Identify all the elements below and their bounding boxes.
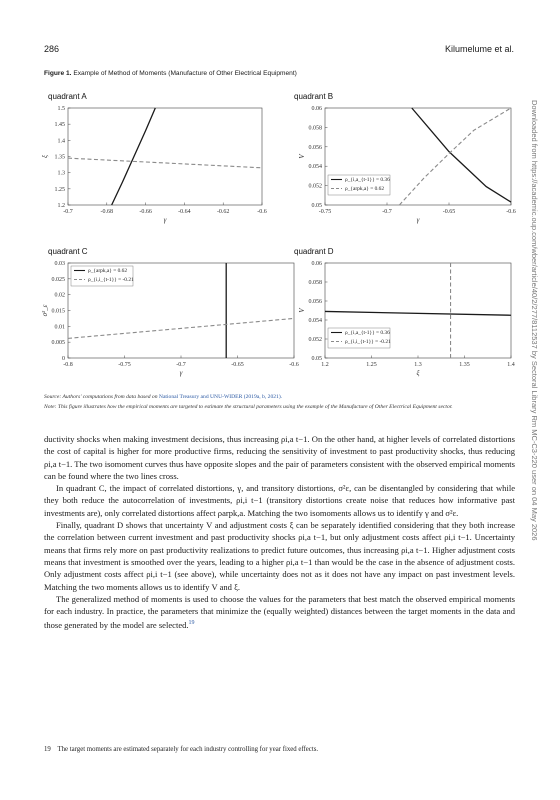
note-prefix: Note: bbox=[44, 404, 57, 410]
q3-y-tick-label: 0.025 bbox=[51, 276, 65, 283]
q2-legend-entry: ρ_{arpk,a} = 0.62 bbox=[345, 186, 385, 192]
paragraph-3: Finally, quadrant D shows that uncertainty V and adjustment costs ξ can be separately identified considering that they both increase the correlation between current investment and past productivity shocks ρi,a t−1, but only adjustment costs affect ρi,i t−1. Uncertainty means that firms rely more on past productivity realizations to predict future outcomes, thus increasing ρi,a t−1. Higher adjustment costs means that investment is smoothed over the years, leading to a higher ρi,a t−1 than would be the case in the absence of adjustment costs. Only adjustment costs affect ρi,i t−1 (see above), while uncertainty does not as it does not have any impact on past investment levels. Matching the two moments allows us to identify V and ξ. bbox=[44, 520, 515, 592]
q3-y-tick-label: 0 bbox=[62, 356, 65, 362]
q3-y-tick-label: 0.015 bbox=[51, 308, 65, 315]
q3-x-axis-label: γ bbox=[179, 369, 183, 377]
figure-caption-text: Example of Method of Moments (Manufacture of Other Electrical Equipment) bbox=[73, 70, 297, 77]
q4-y-tick-label: 0.058 bbox=[308, 280, 322, 286]
q1-y-tick-label: 1.4 bbox=[57, 138, 65, 145]
paragraph-2: In quadrant C, the impact of correlated distortions, γ, and transitory distortions, σ²ε, can be disentangled by considering that while they both reduce the autocorrelation of investments, ρi,i t−1 (transitory distortions create noise that reduces how informative past investments are), only correlated distortions affect ρarpk,a. Matching the two isomoments allows us to identify γ and σ²ε. bbox=[44, 483, 515, 518]
q1-y-axis-label: ξ bbox=[41, 155, 49, 158]
paragraph-1: ductivity shocks when making investment decisions, thus increasing ρi,a t−1. On the other hand, at higher levels of correlated distortions the cost of capital is higher for more productive firms, reducing the sensitivity of investment to past productivity shocks, thus reducing ρi,a t−1. The two isomoment curves thus have opposite slopes and the pair of parameters consistent with the observed empirical moments can be found where the two lines cross. bbox=[44, 434, 515, 481]
q3-legend-entry: ρ_{arpk,a} = 0.62 bbox=[88, 268, 128, 274]
q1-x-tick-label: -0.66 bbox=[139, 209, 152, 215]
body-text bbox=[44, 433, 515, 632]
q3-legend-entry: ρ_{i,i_{t-1}} = -0.21 bbox=[88, 277, 134, 283]
q1-panel-label: quadrant A bbox=[48, 92, 87, 101]
q2-x-tick-label: -0.75 bbox=[318, 209, 332, 215]
q2-y-tick-label: 0.05 bbox=[311, 203, 322, 209]
q4-y-tick-label: 0.052 bbox=[308, 337, 322, 343]
q2-panel-label: quadrant B bbox=[294, 92, 334, 101]
q2-x-tick-label: -0.7 bbox=[382, 209, 392, 215]
q2-y-tick-label: 0.052 bbox=[308, 183, 322, 190]
source-link[interactable]: National Treasury and UNU-WIDER (2019a, b, 2021). bbox=[158, 394, 283, 400]
footnote-number: 19 bbox=[44, 746, 51, 753]
footnote bbox=[44, 746, 514, 753]
q1-x-tick-label: -0.68 bbox=[100, 209, 114, 215]
q1-series-2-line bbox=[68, 158, 262, 168]
download-notice: Downloaded from https://academic.oup.com/wber/article/40/2/277/8112537 by Sectoral Library Rm MC-C3-220 user on 04 May 2026 bbox=[530, 100, 539, 541]
q1-y-tick-label: 1.5 bbox=[57, 106, 65, 112]
q3-y-tick-label: 0.02 bbox=[54, 292, 65, 299]
q1-y-tick-label: 1.25 bbox=[54, 186, 65, 193]
q3-x-tick-label: -0.8 bbox=[63, 362, 73, 368]
running-author: Kilumelume et al. bbox=[444, 44, 514, 54]
q2-y-axis-label: V bbox=[298, 154, 306, 159]
q1-x-tick-label: -0.62 bbox=[216, 209, 230, 215]
q4-x-tick-label: 1.35 bbox=[459, 362, 470, 368]
q4-legend-entry: ρ_{i,i_{t-1}} = -0.21 bbox=[345, 339, 391, 345]
q4-x-tick-label: 1.2 bbox=[321, 362, 329, 368]
q2-x-tick-label: -0.6 bbox=[506, 209, 516, 215]
q3-series-2-line bbox=[68, 318, 294, 338]
q1-series-1-line bbox=[112, 108, 156, 205]
q2-y-tick-label: 0.054 bbox=[308, 164, 322, 171]
q4-x-tick-label: 1.3 bbox=[414, 362, 422, 368]
q3-y-axis-label: σ²_ε bbox=[41, 304, 49, 317]
footnote-text: The target moments are estimated separately for each industry controlling for year fixed effects. bbox=[57, 746, 319, 753]
source-prefix: Source: bbox=[44, 394, 62, 400]
q1-y-tick-label: 1.45 bbox=[54, 122, 65, 129]
q4-series-1-line bbox=[325, 311, 511, 315]
figure-source bbox=[44, 394, 516, 400]
q1-x-axis-label: γ bbox=[163, 216, 167, 224]
q2-x-axis-label: γ bbox=[416, 216, 420, 224]
q3-x-tick-label: -0.75 bbox=[118, 362, 131, 368]
q1-x-tick-label: -0.6 bbox=[257, 209, 267, 215]
q4-legend-entry: ρ_{i,a_{t-1}} = 0.36 bbox=[345, 330, 390, 336]
q2-y-tick-label: 0.058 bbox=[308, 125, 322, 132]
q3-x-tick-label: -0.65 bbox=[231, 362, 244, 368]
q4-y-tick-label: 0.056 bbox=[308, 299, 322, 305]
q1-y-tick-label: 1.3 bbox=[57, 170, 65, 177]
figure-note bbox=[44, 404, 516, 410]
q4-y-tick-label: 0.054 bbox=[308, 318, 322, 324]
note-text: This figure illustrates how the empirical moments are targeted to estimate the structural parameters using the example of the Manufacture of Other Electrical Equipment sector. bbox=[56, 404, 453, 410]
q2-legend-entry: ρ_{i,a_{t-1}} = 0.36 bbox=[345, 177, 390, 183]
figure-label: Figure 1. bbox=[44, 70, 72, 77]
q3-y-tick-label: 0.03 bbox=[54, 261, 65, 267]
q4-panel-label: quadrant D bbox=[294, 247, 334, 256]
q3-x-tick-label: -0.7 bbox=[176, 362, 186, 368]
q2-series-2-line bbox=[399, 108, 511, 205]
q2-y-tick-label: 0.056 bbox=[308, 144, 322, 151]
q1-y-tick-label: 1.2 bbox=[57, 203, 65, 209]
q4-x-tick-label: 1.25 bbox=[366, 362, 377, 368]
q2-y-tick-label: 0.06 bbox=[311, 106, 322, 112]
page-number: 286 bbox=[44, 44, 60, 54]
q3-y-tick-label: 0.01 bbox=[54, 324, 65, 331]
q2-series-1-line bbox=[412, 108, 511, 202]
q2-x-tick-label: -0.65 bbox=[442, 209, 456, 215]
q4-y-axis-label: V bbox=[298, 308, 306, 313]
q4-y-tick-label: 0.06 bbox=[311, 261, 322, 267]
q4-x-tick-label: 1.4 bbox=[507, 362, 515, 368]
q1-x-tick-label: -0.7 bbox=[63, 209, 73, 215]
q3-panel-label: quadrant C bbox=[48, 247, 88, 256]
q3-y-tick-label: 0.005 bbox=[51, 340, 65, 347]
q4-x-axis-label: ξ bbox=[416, 369, 420, 377]
footnote-ref[interactable]: 19 bbox=[188, 620, 195, 627]
q1-x-tick-label: -0.64 bbox=[178, 209, 191, 215]
q4-y-tick-label: 0.05 bbox=[311, 356, 322, 362]
paragraph-4 bbox=[44, 593, 515, 632]
q3-x-tick-label: -0.6 bbox=[289, 362, 299, 368]
q1-y-tick-label: 1.35 bbox=[54, 154, 65, 161]
q1-plot-frame bbox=[68, 108, 262, 205]
paragraph-4-text: The generalized method of moments is used to choose the values for the parameters that best match the observed empirical moments for each industry. In practice, the parameters that minimize the (equally weighted) distances between the target moments in the data and those generated by the model are selected. bbox=[44, 593, 515, 631]
source-text: Authors' computations from data based on bbox=[61, 394, 159, 400]
